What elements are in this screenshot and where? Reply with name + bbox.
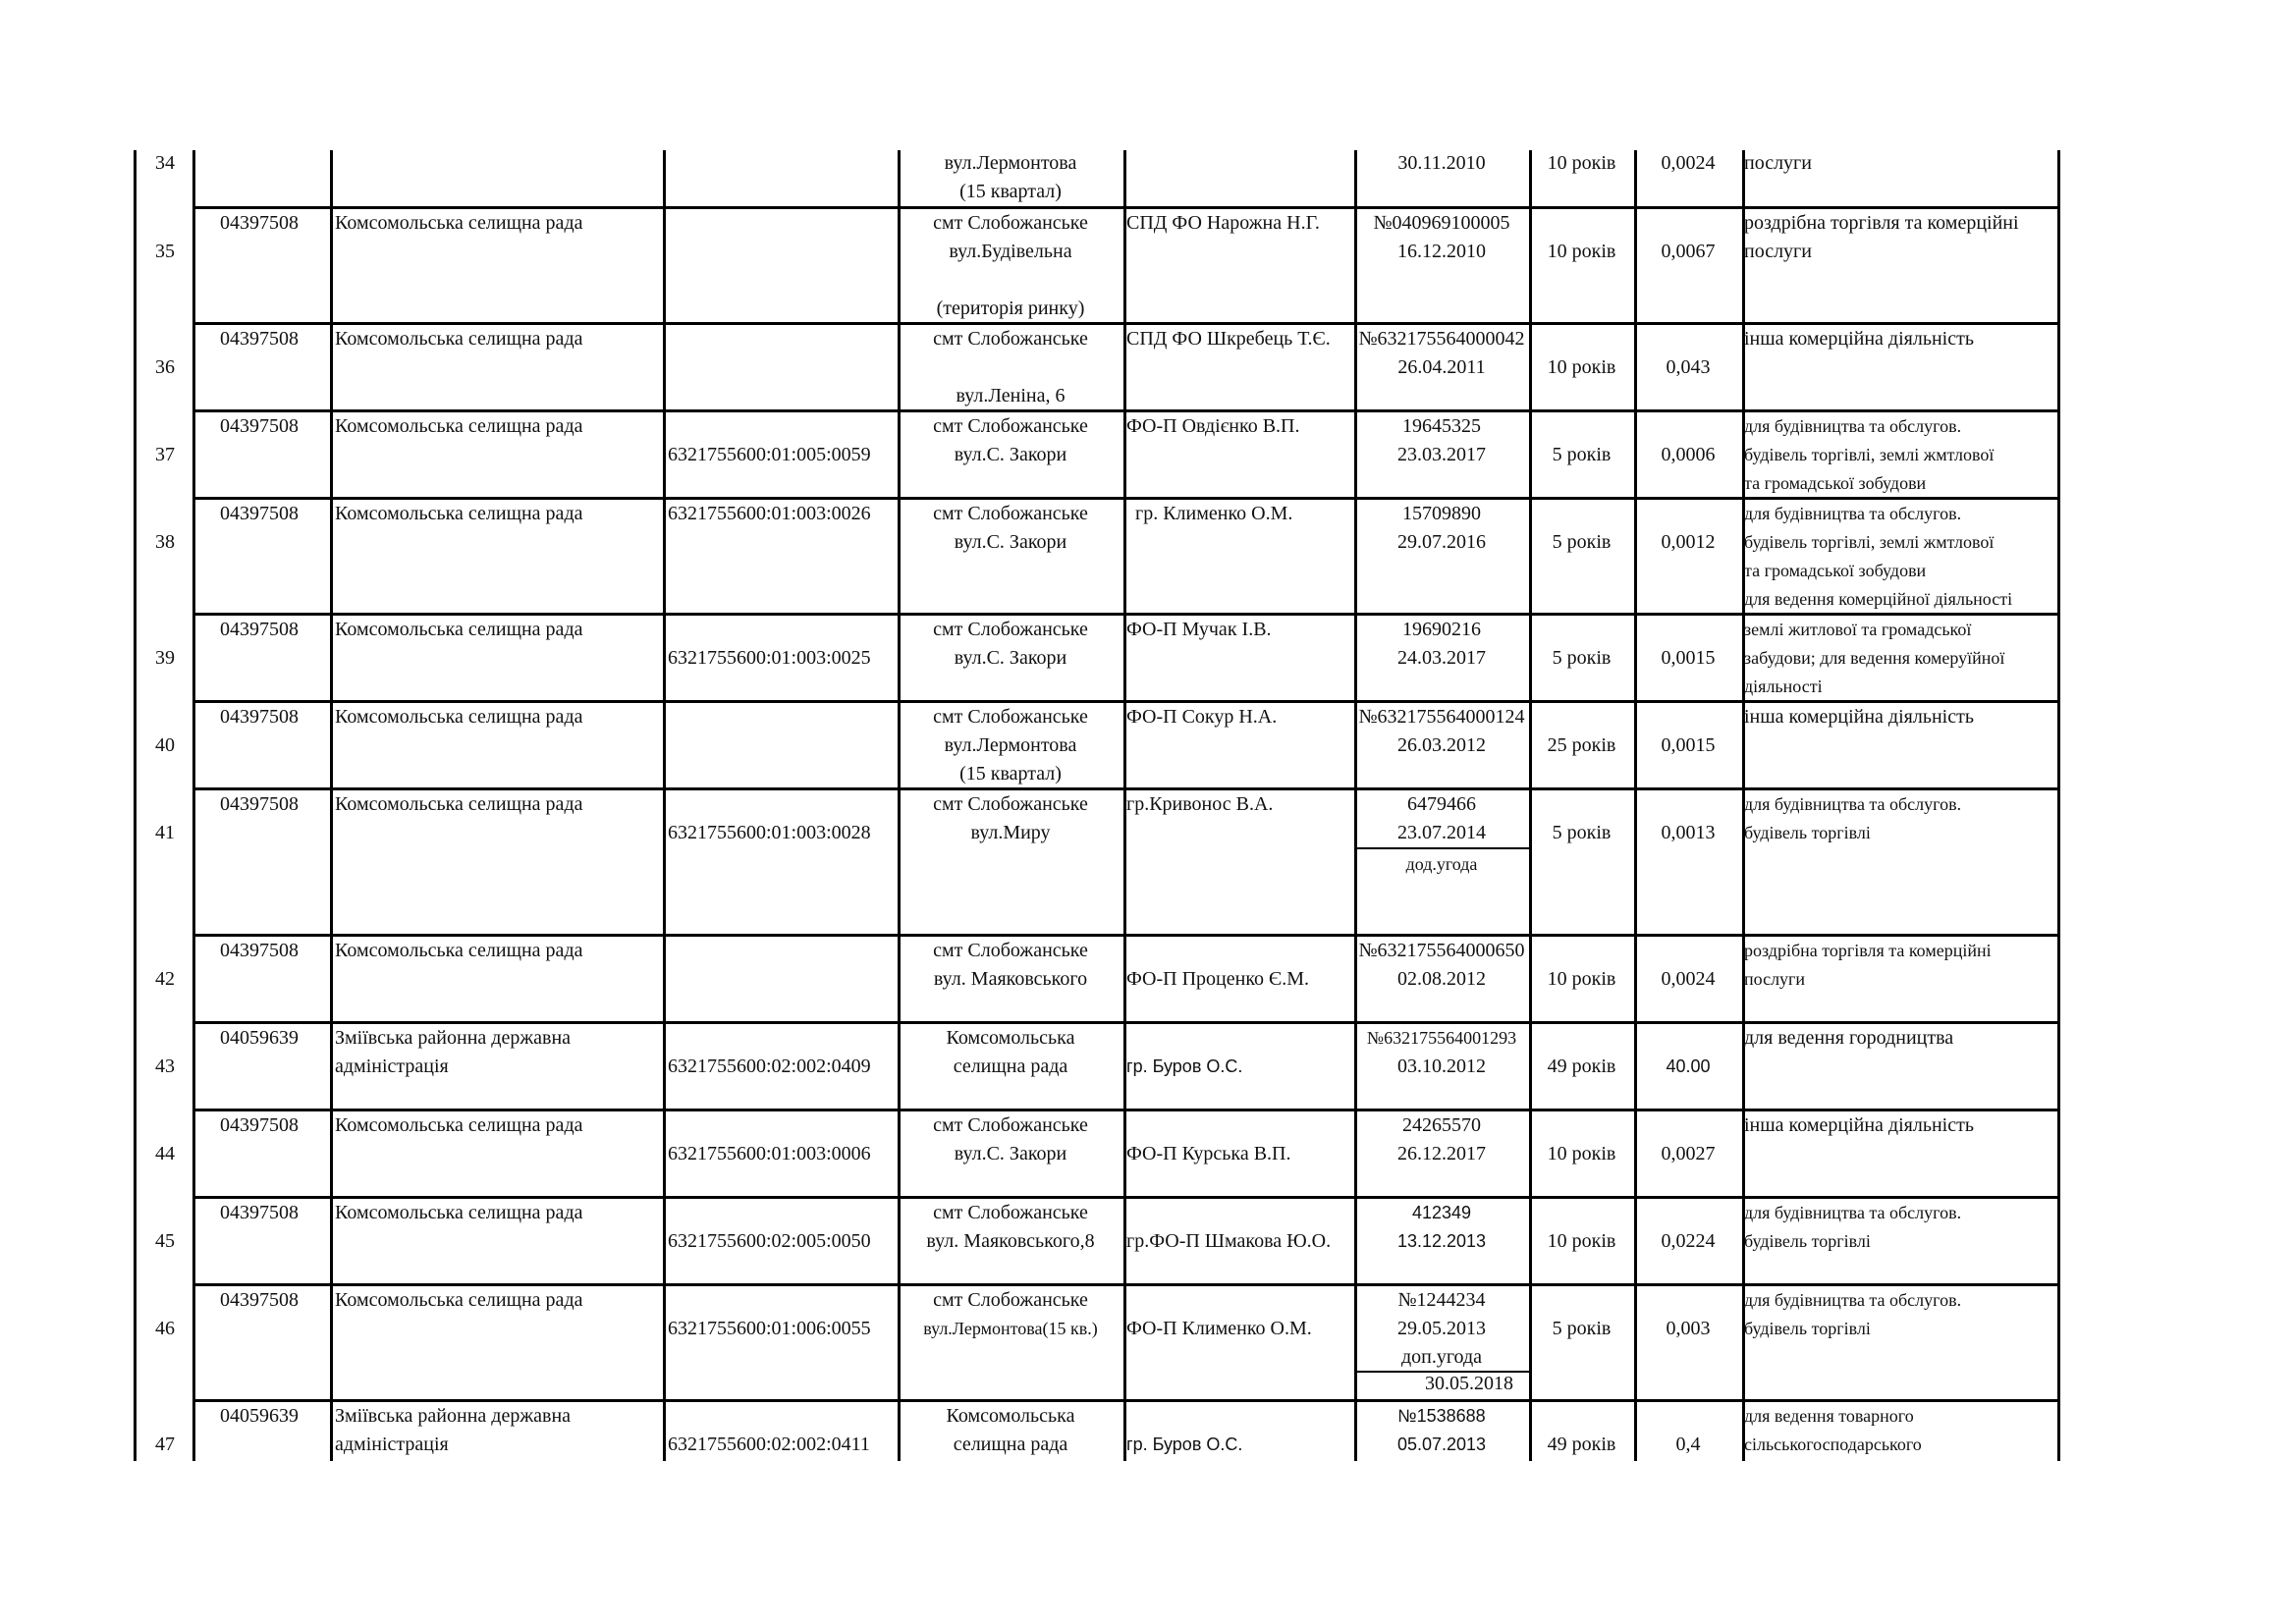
area-value: 0,0027: [1661, 1143, 1716, 1164]
tenant-name: ФО-П Проценко Є.М.: [1126, 968, 1310, 990]
lease-term: 10 років: [1547, 968, 1616, 990]
agreement-line: №1244234: [1397, 1289, 1486, 1311]
agreement-line: 05.07.2013: [1396, 1435, 1487, 1454]
address-line: селищна рада: [953, 1434, 1068, 1455]
agreement-line: 02.08.2012: [1397, 968, 1486, 990]
lease-term: 5 років: [1552, 444, 1612, 465]
organization-name: Комсомольська селищна рада: [335, 1202, 583, 1223]
area-value: 0,0012: [1661, 531, 1716, 553]
lease-term: 10 років: [1547, 356, 1616, 378]
address-line: вул.С. Закори: [954, 647, 1067, 669]
organization-name: Комсомольська селищна рада: [335, 503, 583, 524]
area-value: 0,0024: [1661, 968, 1716, 990]
purpose-line: та громадської зобудови: [1744, 473, 1927, 493]
purpose-line: послуги: [1744, 241, 1812, 262]
registry-code: 04397508: [220, 619, 299, 640]
area-value: 0,0013: [1661, 822, 1716, 843]
address-line: вул. Маяковського,8: [926, 1230, 1095, 1252]
agreement-line: 15709890: [1402, 503, 1481, 524]
address-line: Комсомольська: [946, 1027, 1075, 1049]
agreement-line: №632175564000650: [1358, 940, 1525, 961]
area-value: 0,4: [1675, 1434, 1701, 1455]
row-number: 37: [155, 444, 175, 465]
cadastral-number: 6321755600:01:003:0006: [668, 1143, 871, 1164]
lease-term: 10 років: [1547, 152, 1616, 174]
agreement-line: дод.угода: [1405, 854, 1478, 874]
tenant-name: ФО-П Сокур Н.А.: [1126, 706, 1278, 728]
agreement-line: 13.12.2013: [1396, 1231, 1487, 1251]
purpose-line: для ведення товарного: [1744, 1406, 1914, 1426]
address-line: вул.Миру: [970, 822, 1051, 843]
row-number: 38: [155, 531, 175, 553]
lease-term: 10 років: [1547, 1230, 1616, 1252]
organization-name: Комсомольська селищна рада: [335, 793, 583, 815]
tenant-name: гр.Кривонос В.А.: [1126, 793, 1274, 815]
cadastral-number: 6321755600:02:002:0411: [668, 1434, 870, 1455]
address-line: вул. Маяковського: [933, 968, 1088, 990]
agreement-line: 16.12.2010: [1397, 241, 1486, 262]
address-line: смт Слобожанське: [933, 503, 1088, 524]
purpose-line: забудови; для ведення комеруїйної: [1744, 648, 2005, 668]
tenant-name: СПД ФО Нарожна Н.Г.: [1126, 212, 1320, 234]
agreement-line: 26.04.2011: [1397, 356, 1486, 378]
address-line: смт Слобожанське: [933, 415, 1088, 437]
address-line: вул.Лермонтова(15 кв.): [923, 1319, 1098, 1338]
column-rule: [1634, 150, 1637, 1461]
column-rule: [134, 150, 137, 1461]
address-line: Комсомольська: [946, 1405, 1075, 1427]
address-line: (15 квартал): [959, 181, 1062, 202]
tenant-name: ФО-П Курська В.П.: [1126, 1143, 1291, 1164]
row-number: 36: [155, 356, 175, 378]
purpose-line: інша комерційна діяльність: [1744, 706, 1974, 728]
row-number: 39: [155, 647, 175, 669]
purpose-line: будівель торгівлі, землі жмтлової: [1744, 532, 1995, 552]
cell-inner-rule: [1354, 847, 1529, 849]
row-number: 44: [155, 1143, 175, 1164]
purpose-line: послуги: [1744, 152, 1812, 174]
organization-name: Комсомольська селищна рада: [335, 212, 583, 234]
address-line: смт Слобожанське: [933, 212, 1088, 234]
row-number: 45: [155, 1230, 175, 1252]
area-value: 0,043: [1666, 356, 1711, 378]
address-line: смт Слобожанське: [933, 706, 1088, 728]
purpose-line: послуги: [1744, 969, 1806, 989]
area-value: 0,0015: [1661, 647, 1716, 669]
cadastral-number: 6321755600:01:005:0059: [668, 444, 871, 465]
area-value: 0,0067: [1661, 241, 1716, 262]
agreement-line: доп.угода: [1400, 1346, 1483, 1368]
agreement-line: 6479466: [1407, 793, 1476, 815]
purpose-line: для будівництва та обслугов.: [1744, 504, 1962, 523]
area-value: 0,0015: [1661, 734, 1716, 756]
address-line: смт Слобожанське: [933, 940, 1088, 961]
tenant-name: гр. Буров О.С.: [1126, 1435, 1243, 1454]
lease-term: 5 років: [1552, 531, 1612, 553]
address-line: смт Слобожанське: [933, 1289, 1088, 1311]
column-rule: [663, 150, 666, 1461]
area-value: 0,003: [1666, 1318, 1711, 1339]
registry-code: 04397508: [220, 415, 299, 437]
organization-name: адміністрація: [335, 1434, 449, 1455]
tenant-name: ФО-П Мучак І.В.: [1126, 619, 1272, 640]
area-value: 0,0224: [1661, 1230, 1716, 1252]
tenant-name: гр. Буров О.С.: [1126, 1056, 1243, 1076]
purpose-line: діяльності: [1744, 677, 1823, 696]
purpose-line: сільськогосподарського: [1744, 1435, 1922, 1454]
address-line: вул.Будівельна: [949, 241, 1072, 262]
address-line: смт Слобожанське: [933, 1114, 1088, 1136]
agreement-line: №632175564001293: [1366, 1028, 1517, 1048]
area-value: 0,0006: [1661, 444, 1716, 465]
row-number: 35: [155, 241, 175, 262]
purpose-line: для будівництва та обслугов.: [1744, 1290, 1962, 1310]
registry-code: 04397508: [220, 1289, 299, 1311]
cadastral-number: 6321755600:02:002:0409: [668, 1056, 871, 1077]
lease-term: 5 років: [1552, 822, 1612, 843]
lease-term: 10 років: [1547, 1143, 1616, 1164]
registry-code: 04397508: [220, 1114, 299, 1136]
agreement-line: 30.11.2010: [1397, 152, 1486, 174]
column-rule: [330, 150, 333, 1461]
purpose-line: будівель торгівлі: [1744, 823, 1871, 842]
cadastral-number: 6321755600:01:003:0026: [668, 503, 871, 524]
organization-name: Комсомольська селищна рада: [335, 328, 583, 350]
purpose-line: для будівництва та обслугов.: [1744, 794, 1962, 814]
address-line: вул.С. Закори: [954, 531, 1067, 553]
column-rule: [2057, 150, 2060, 1461]
registry-code: 04397508: [220, 706, 299, 728]
organization-name: Комсомольська селищна рада: [335, 619, 583, 640]
registry-code: 04397508: [220, 328, 299, 350]
agreement-line: 26.03.2012: [1397, 734, 1486, 756]
agreement-line: 29.05.2013: [1397, 1318, 1486, 1339]
organization-name: Зміївська районна державна: [335, 1405, 572, 1427]
column-rule: [192, 150, 195, 1461]
purpose-line: будівель торгівлі, землі жмтлової: [1744, 445, 1995, 464]
agreement-line: 30.05.2018: [1425, 1373, 1513, 1394]
agreement-line: №632175564000124: [1358, 706, 1525, 728]
column-rule: [1529, 150, 1532, 1461]
address-line: вул.С. Закори: [954, 1143, 1067, 1164]
lease-term: 5 років: [1552, 647, 1612, 669]
agreement-line: 19645325: [1402, 415, 1481, 437]
row-number: 41: [155, 822, 175, 843]
tenant-name: СПД ФО Шкребець Т.Є.: [1126, 328, 1331, 350]
purpose-line: інша комерційна діяльність: [1744, 328, 1974, 350]
tenant-name: ФО-П Клименко О.М.: [1126, 1318, 1312, 1339]
address-line: смт Слобожанське: [933, 619, 1088, 640]
purpose-line: будівель торгівлі: [1744, 1231, 1871, 1251]
agreement-line: №040969100005: [1373, 212, 1510, 234]
row-number: 42: [155, 968, 175, 990]
agreement-line: 26.12.2017: [1397, 1143, 1486, 1164]
row-number: 47: [155, 1434, 175, 1455]
address-line: смт Слобожанське: [933, 328, 1088, 350]
agreement-line: 03.10.2012: [1397, 1056, 1486, 1077]
row-number: 40: [155, 734, 175, 756]
purpose-line: роздрібна торгівля та комерційні: [1744, 212, 2019, 234]
cadastral-number: 6321755600:01:006:0055: [668, 1318, 871, 1339]
purpose-line: інша комерційна діяльність: [1744, 1114, 1974, 1136]
agreement-line: 23.07.2014: [1397, 822, 1486, 843]
purpose-line: роздрібна торгівля та комерційні: [1744, 941, 1992, 960]
address-line: вул.С. Закори: [954, 444, 1067, 465]
address-line: вул.Леніна, 6: [956, 385, 1066, 406]
registry-code: 04397508: [220, 212, 299, 234]
registry-code: 04397508: [220, 1202, 299, 1223]
tenant-name: гр. Клименко О.М.: [1135, 503, 1293, 524]
purpose-line: для будівництва та обслугов.: [1744, 416, 1962, 436]
agreement-line: №1538688: [1397, 1406, 1486, 1426]
organization-name: Комсомольська селищна рада: [335, 415, 583, 437]
row-number: 43: [155, 1056, 175, 1077]
purpose-line: для ведення городництва: [1744, 1027, 1954, 1049]
cadastral-number: 6321755600:01:003:0025: [668, 647, 871, 669]
agreement-line: 412349: [1411, 1203, 1472, 1222]
purpose-line: та громадської зобудови: [1744, 561, 1927, 580]
organization-name: Комсомольська селищна рада: [335, 940, 583, 961]
lease-term: 25 років: [1547, 734, 1616, 756]
agreement-line: 23.03.2017: [1397, 444, 1486, 465]
organization-name: Комсомольська селищна рада: [335, 706, 583, 728]
purpose-line: землі житлової та громадської: [1744, 620, 1972, 639]
purpose-line: для ведення комерційної діяльності: [1744, 589, 2013, 609]
agreement-line: №632175564000042: [1358, 328, 1525, 350]
agreement-line: 24265570: [1402, 1114, 1481, 1136]
registry-code: 04397508: [220, 940, 299, 961]
lease-term: 49 років: [1547, 1056, 1616, 1077]
cadastral-number: 6321755600:02:005:0050: [668, 1230, 871, 1252]
organization-name: Комсомольська селищна рада: [335, 1289, 583, 1311]
agreement-line: 19690216: [1402, 619, 1481, 640]
agreement-line: 29.07.2016: [1397, 531, 1486, 553]
lease-term: 49 років: [1547, 1434, 1616, 1455]
registry-code: 04397508: [220, 503, 299, 524]
row-number: 46: [155, 1318, 175, 1339]
address-line: вул.Лермонтова: [944, 152, 1077, 174]
purpose-line: будівель торгівлі: [1744, 1319, 1871, 1338]
lease-term: 5 років: [1552, 1318, 1612, 1339]
registry-code: 04059639: [220, 1405, 299, 1427]
organization-name: Зміївська районна державна: [335, 1027, 572, 1049]
registry-code: 04397508: [220, 793, 299, 815]
organization-name: Комсомольська селищна рада: [335, 1114, 583, 1136]
tenant-name: ФО-П Овдієнко В.П.: [1126, 415, 1300, 437]
tenant-name: гр.ФО-П Шмакова Ю.О.: [1126, 1230, 1332, 1252]
address-line: вул.Лермонтова: [944, 734, 1077, 756]
agreement-line: 24.03.2017: [1397, 647, 1486, 669]
registry-code: 04059639: [220, 1027, 299, 1049]
address-line: (15 квартал): [959, 763, 1062, 785]
cadastral-number: 6321755600:01:003:0028: [668, 822, 871, 843]
address-line: смт Слобожанське: [933, 1202, 1088, 1223]
lease-term: 10 років: [1547, 241, 1616, 262]
row-number: 34: [155, 152, 175, 174]
area-value: 0,0024: [1661, 152, 1716, 174]
address-line: смт Слобожанське: [933, 793, 1088, 815]
organization-name: адміністрація: [335, 1056, 449, 1077]
purpose-line: для будівництва та обслугов.: [1744, 1203, 1962, 1222]
address-line: селищна рада: [953, 1056, 1068, 1077]
area-value: 40.00: [1666, 1056, 1711, 1076]
address-line: (територія ринку): [936, 298, 1085, 319]
